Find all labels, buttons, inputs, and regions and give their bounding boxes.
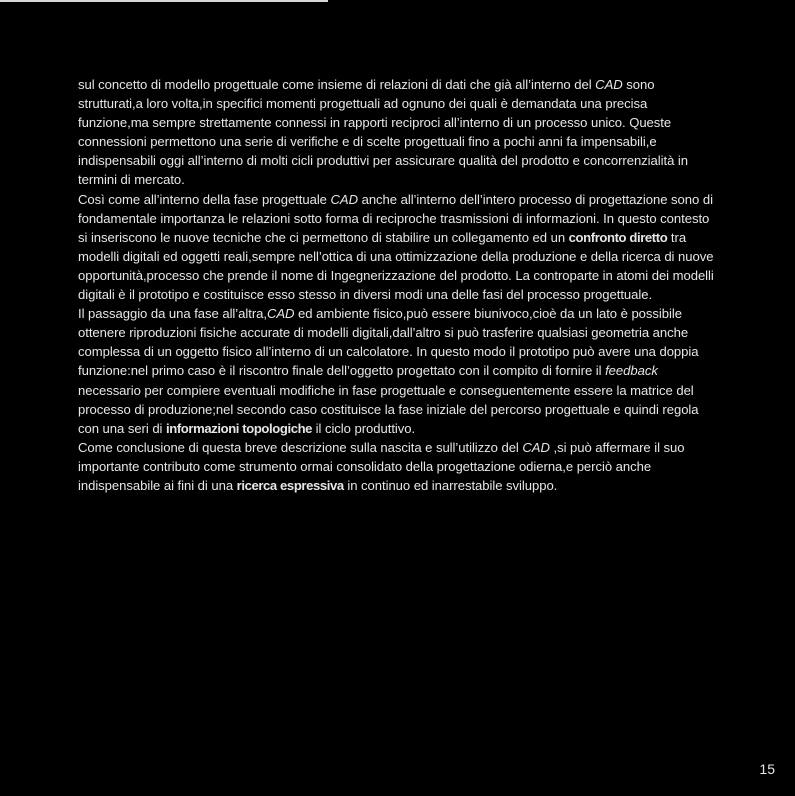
text-run: anche all’interno dell’intero processo di progettazione sono di fondamentale importanza le relazioni sotto forma di reciproche trasmissioni di informazioni. In questo contesto si inseriscono le nuove tecniche che ci permettono di stabilire un collegamento ed un (78, 191, 713, 245)
paragraph (78, 438, 718, 495)
italic-term: feedback (605, 363, 658, 379)
text-run: in continuo ed inarrestabile sviluppo. (343, 477, 558, 493)
bold-term: confronto diretto (568, 229, 668, 245)
italic-term: CAD (595, 77, 623, 92)
text-run: sul concetto di modello progettuale come insieme di relazioni di dati che già all’interno del (78, 77, 596, 92)
italic-term: CAD (266, 306, 295, 322)
paragraph (78, 304, 718, 438)
text-run: Come conclusione di questa breve descrizione sulla nascita e sull’utilizzo del (78, 439, 523, 455)
text-run: Il passaggio da una fase all’altra, (78, 306, 267, 322)
top-rule (0, 0, 328, 2)
text-run: il ciclo produttivo. (312, 420, 416, 436)
body-text (78, 75, 718, 495)
text-run: necessario per compiere eventuali modifiche in fase progettuale e conseguentemente essere la matrice del processo di produzione;nel secondo caso costituisce la fase iniziale del percorso progettuale e quindi regola con una seri di (78, 382, 699, 436)
text-run: tra modelli digitali ed oggetti reali,sempre nell’ottica di una ottimizzazione della produzione e della ricerca di nuove opportunità,processo che prende il nome di Ingegnerizzazione del prodotto. La controparte in atomi dei modelli digitali è il prototipo e costituisce esso stesso in diversi modi una delle fasi del processo progettuale. (78, 229, 714, 303)
italic-term: CAD (522, 439, 550, 455)
bold-term: ricerca espressiva (236, 477, 344, 493)
text-run: Così come all’interno della fase progettuale (78, 191, 331, 207)
bold-term: informazioni topologiche (166, 420, 313, 436)
text-run: sono strutturati,a loro volta,in specifici momenti progettuali ad ognuno dei quali è demandata una precisa funzione,ma sempre strettamente connessi in rapporti reciproci all’interno di un processo unico. Queste connessioni permettono una serie di verifiche e di scelte progettuali fino a pochi anni fa impensabili,e indispensabili oggi all’interno di molti cicli produttivi per assicurare qualità del prodotto e concorrenzialità in termini di mercato. (78, 77, 688, 188)
text-run: ed ambiente fisico,può essere biunivoco,cioè da un lato è possibile ottenere riproduzioni fisiche accurate di modelli digitali,dall’altro si può trasferire qualsiasi geometria anche complessa di un oggetto fisico all’interno di un calcolatore. In questo modo il prototipo può avere una doppia funzione:nel primo caso è il riscontro finale dell’oggetto progettato con il compito di fornire il (78, 306, 699, 379)
page-number: 15 (759, 761, 775, 777)
text-run: ,si può affermare il suo importante contributo come strumento ormai consolidato della progettazione odierna,e perciò anche indispensabile ai fini di una (78, 439, 685, 493)
italic-term: CAD (330, 191, 358, 207)
paragraph (78, 190, 718, 305)
paragraph (78, 75, 718, 190)
